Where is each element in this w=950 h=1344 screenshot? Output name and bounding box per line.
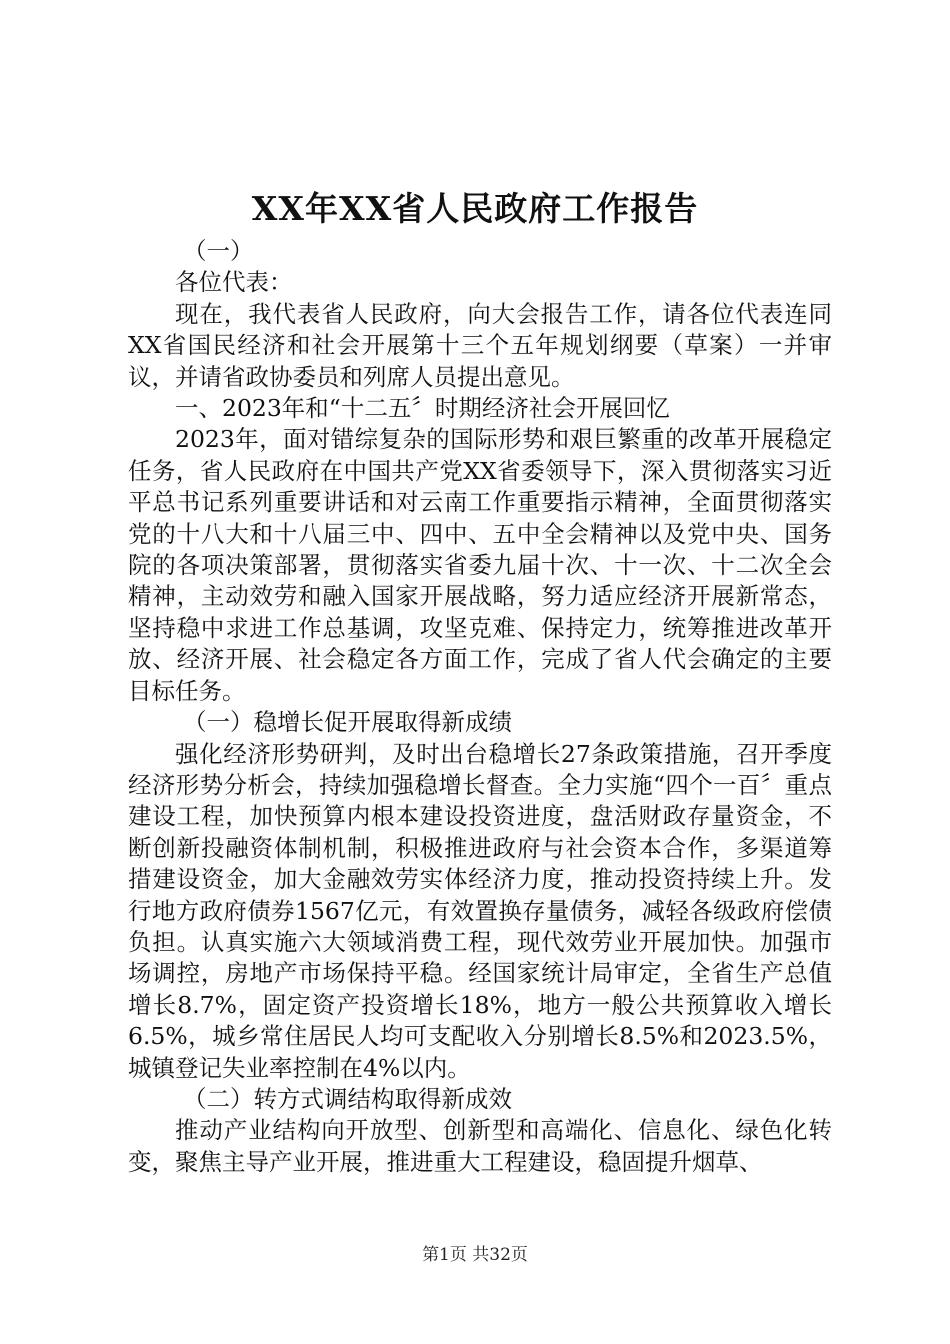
subsection-heading-1: （一）稳增长促开展取得新成绩 (183, 708, 512, 737)
section-number: （一） (183, 237, 254, 265)
document-body (128, 236, 832, 1178)
intro-paragraph: 现在，我代表省人民政府，向大会报告工作，请各位代表连同XX省国民经济和社会开展第十三个五年规划纲要（草案）一并审议，并请省政协委员和列席人员提出意见。 (128, 299, 832, 391)
structure-paragraph: 推动产业结构向开放型、创新型和高端化、信息化、绿色化转变，聚焦主导产业开展，推进重大工程建设，稳固提升烟草、 (128, 1116, 832, 1176)
subsection-heading-2: （二）转方式调结构取得新成效 (183, 1084, 512, 1113)
growth-paragraph: 强化经济形势研判，及时出台稳增长27条政策措施，召开季度经济形势分析会，持续加强稳增长督查。全力实施“四个一百〞重点建设工程，加快预算内根本建设投资进度，盘活财政存量资金，不断创新投融资体制机制，积极推进政府与社会资本合作，多渠道筹措建设资金，加大金融效劳实体经济力度，推动投资持续上升。发行地方政府债券1567亿元，有效置换存量债务，减轻各级政府偿债负担。认真实施六大领域消费工程，现代效劳业开展加快。加强市场调控，房地产市场保持平稳。经国家统计局审定，全省生产总值增长8.7%，固定资产投资增长18%，地方一般公共预算收入增长6.5%，城乡常住居民人均可支配收入分别增长8.5%和2023.5%，城镇登记失业率控制在4%以内。 (128, 739, 832, 1082)
review-paragraph: 2023年，面对错综复杂的国际形势和艰巨繁重的改革开展稳定任务，省人民政府在中国共产党XX省委领导下，深入贯彻落实习近平总书记系列重要讲话和对云南工作重要指示精神，全面贯彻落实党的十八大和十八届三中、四中、五中全会精神以及党中央、国务院的各项决策部署，贯彻落实省委九届十次、十一次、十二次全会精神，主动效劳和融入国家开展战略，努力适应经济开展新常态，坚持稳中求进工作总基调，攻坚克难、保持定力，统筹推进改革开放、经济开展、社会稳定各方面工作，完成了省人代会确定的主要目标任务。 (128, 425, 832, 705)
document-title: XX年XX省人民政府工作报告 (251, 189, 699, 228)
page-number: 第1页 共32页 (422, 1245, 528, 1265)
salutation: 各位代表： (175, 268, 293, 297)
section-heading: 一、2023年和“十二五〞时期经济社会开展回忆 (175, 394, 670, 423)
